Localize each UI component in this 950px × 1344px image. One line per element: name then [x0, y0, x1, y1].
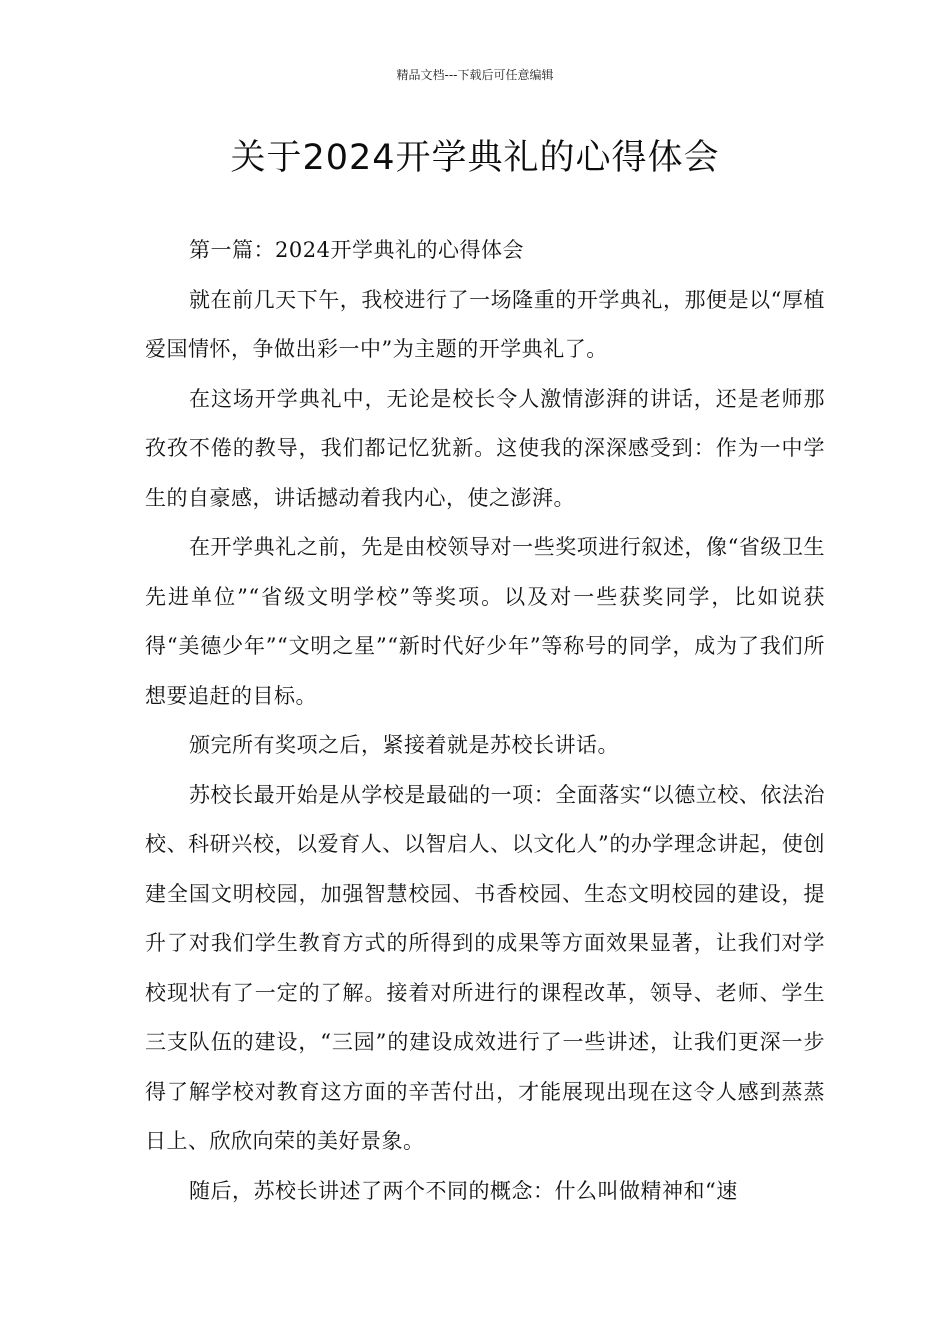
paragraph: 就在前几天下午，我校进行了一场隆重的开学典礼，那便是以“厚植爱国情怀，争做出彩一中”为主题的开学典礼了。 [145, 287, 825, 361]
paragraph: 在开学典礼之前，先是由校领导对一些奖项进行叙述，像“省级卫生先进单位”“省级文明学校”等奖项。以及对一些获奖同学，比如说获得“美德少年”“文明之星”“新时代好少年”等称号的同学，成为了我们所想要追赶的目标。 [145, 535, 825, 708]
paragraph: 颁完所有奖项之后，紧接着就是苏校长讲话。 [189, 733, 619, 757]
document-title: 关于2024开学典礼的心得体会 [230, 138, 720, 178]
paragraph: 随后，苏校长讲述了两个不同的概念：什么叫做精神和“速 [189, 1178, 738, 1203]
document-body [145, 226, 825, 1216]
paragraph: 在这场开学典礼中，无论是校长令人激情澎湃的讲话，还是老师那孜孜不倦的教导，我们都记忆犹新。这使我的深深感受到：作为一中学生的自豪感，讲话撼动着我内心，使之澎湃。 [145, 386, 825, 510]
paragraph: 苏校长最开始是从学校是最础的一项：全面落实“以德立校、依法治校、科研兴校，以爱育人、以智启人、以文化人”的办学理念讲起，使创建全国文明校园，加强智慧校园、书香校园、生态文明校园的建设，提升了对我们学生教育方式的所得到的成果等方面效果显著，让我们对学校现状有了一定的了解。接着对所进行的课程改革，领导、老师、学生三支队伍的建设，“三园”的建设成效进行了一些讲述，让我们更深一步得了解学校对教育这方面的辛苦付出，才能展现出现在这令人感到蒸蒸日上、欣欣向荣的美好景象。 [145, 782, 825, 1153]
paragraph-section-heading: 第一篇：2024开学典礼的心得体会 [189, 238, 524, 262]
header-note: 精品文档---下载后可任意编辑 [396, 68, 554, 82]
